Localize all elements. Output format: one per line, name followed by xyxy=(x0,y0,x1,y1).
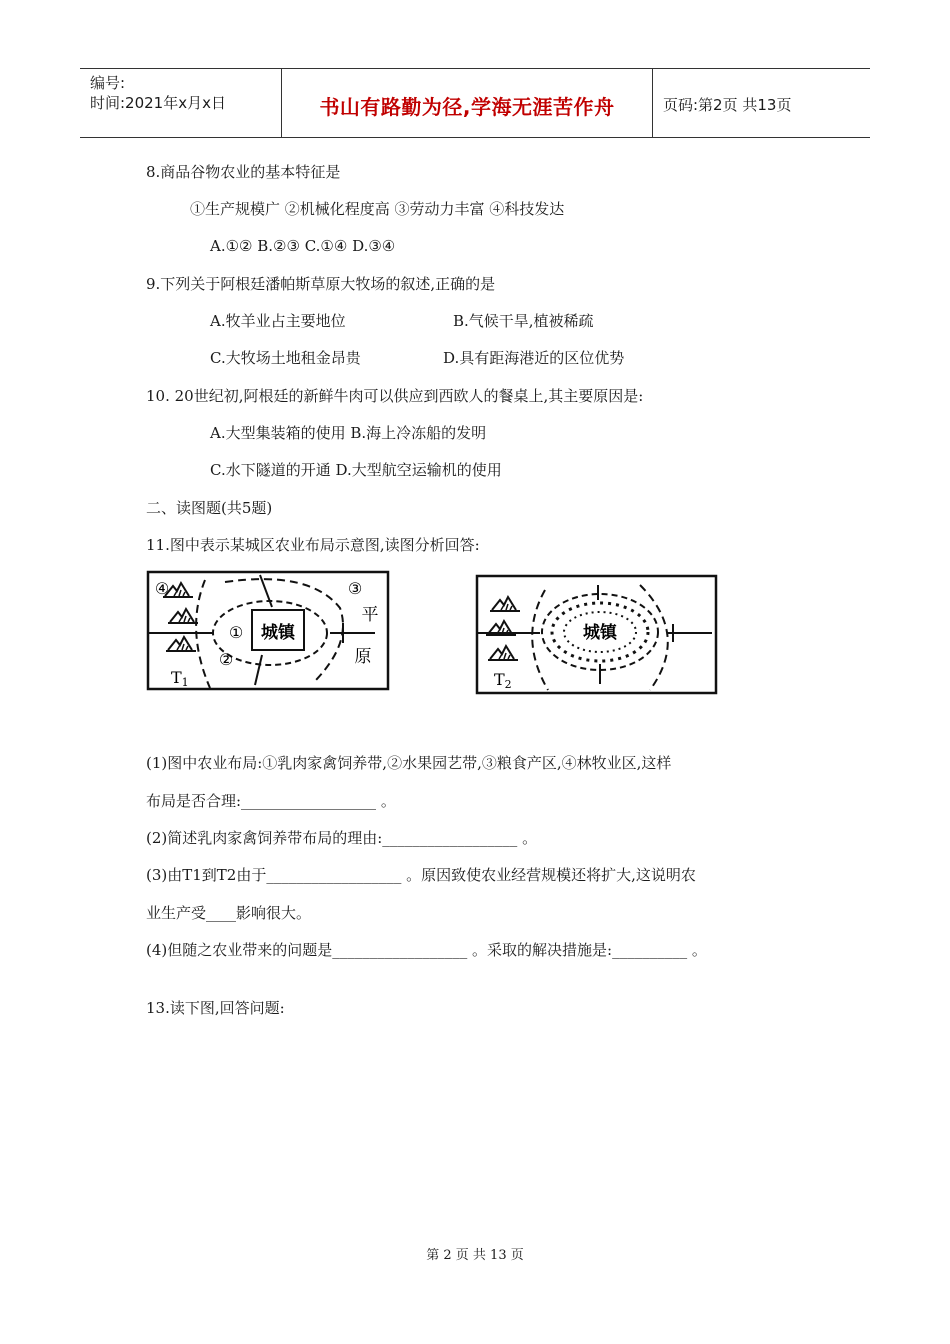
q9-option-a: A.牧羊业占主要地位 xyxy=(210,312,346,330)
header-meta xyxy=(90,73,226,113)
q9-option-c: C.大牧场土地租金昂贵 xyxy=(210,349,361,367)
zone-1-label: ① xyxy=(228,623,244,642)
q13-stem: 13.读下图,回答问题: xyxy=(146,999,285,1017)
section-heading: 二、读图题(共5题) xyxy=(146,499,273,517)
town-label: 城镇 xyxy=(583,623,617,643)
q11-part4: (4)但随之农业带来的问题是__________________ 。采取的解决措施是:__________ 。 xyxy=(146,941,707,959)
q8-items: ①生产规模广 ②机械化程度高 ③劳动力丰富 ④科技发达 xyxy=(190,200,565,218)
town-label: 城镇 xyxy=(261,623,295,643)
q9-option-d: D.具有距海港近的区位优势 xyxy=(443,349,625,367)
plain-label-top: 平 xyxy=(361,605,379,625)
q9-options-row2 xyxy=(210,348,710,368)
q8-stem: 8.商品谷物农业的基本特征是 xyxy=(146,163,341,181)
q11-part3-line1: (3)由T1到T2由于__________________ 。原因致使农业经营规模还将扩大,这说明农 xyxy=(146,866,696,884)
q8-choices: A.①② B.②③ C.①④ D.③④ xyxy=(210,237,396,255)
q11-stem: 11.图中表示某城区农业布局示意图,读图分析回答: xyxy=(146,536,480,554)
map-label: T2 xyxy=(494,670,512,691)
figure-svg xyxy=(0,560,950,710)
zone-2-label: ② xyxy=(218,650,234,669)
q11-part2: (2)简述乳肉家禽饲养带布局的理由:__________________ 。 xyxy=(146,829,538,847)
map-t2 xyxy=(477,576,716,693)
map-t1 xyxy=(148,572,388,689)
plain-label-bottom: 原 xyxy=(354,647,372,667)
header-page-label: 页码:第2页 共13页 xyxy=(663,96,792,114)
header-motto: 书山有路勤为径,学海无涯苦作舟 xyxy=(319,95,615,119)
time-label: 时间:2021年x月x日 xyxy=(90,94,226,112)
q11-part1-line2: 布局是否合理:__________________ 。 xyxy=(146,792,396,810)
q10-options-cd: C.水下隧道的开通 D.大型航空运输机的使用 xyxy=(210,461,502,479)
q9-option-b: B.气候干旱,植被稀疏 xyxy=(453,312,594,330)
number-label: 编号: xyxy=(90,74,126,92)
q10-options-ab: A.大型集装箱的使用 B.海上冷冻船的发明 xyxy=(210,424,487,442)
page-header xyxy=(80,68,870,138)
agriculture-layout-figures xyxy=(0,560,950,710)
q11-part1-line1: (1)图中农业布局:①乳肉家禽饲养带,②水果园艺带,③粮食产区,④林牧业区,这样 xyxy=(146,754,672,772)
zone-4-label: ④ xyxy=(154,579,170,598)
page-footer: 第 2 页 共 13 页 xyxy=(426,1248,524,1263)
header-divider xyxy=(652,69,653,137)
map-label: T1 xyxy=(171,668,189,689)
q11-part3-line2: 业生产受____影响很大。 xyxy=(146,904,312,922)
zone-3-label: ③ xyxy=(347,579,363,598)
q10-stem: 10. 20世纪初,阿根廷的新鲜牛肉可以供应到西欧人的餐桌上,其主要原因是: xyxy=(146,387,644,405)
q9-options-row1 xyxy=(210,311,710,331)
q9-stem: 9.下列关于阿根廷潘帕斯草原大牧场的叙述,正确的是 xyxy=(146,275,496,293)
